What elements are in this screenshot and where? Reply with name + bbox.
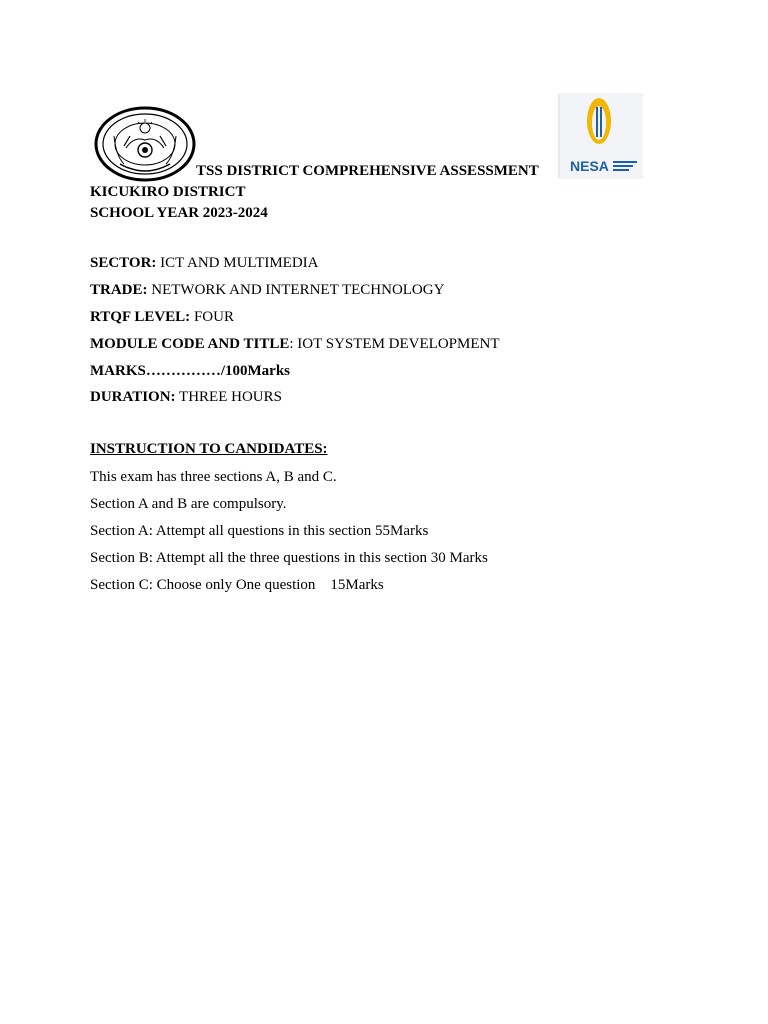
school-year: SCHOOL YEAR 2023-2024 <box>90 205 268 221</box>
duration-field <box>90 389 282 406</box>
nesa-logo-text: NESA <box>570 158 609 174</box>
duration-value: THREE HOURS <box>175 389 282 405</box>
assessment-title: TSS DISTRICT COMPREHENSIVE ASSESSMENT <box>196 163 539 179</box>
district-name: KICUKIRO DISTRICT <box>90 184 246 200</box>
trade-value: NETWORK AND INTERNET TECHNOLOGY <box>147 282 445 298</box>
trade-field <box>90 282 444 299</box>
instruction-line: Section C: Choose only One question 15Marks <box>90 577 384 593</box>
instruction-line: Section A and B are compulsory. <box>90 496 287 512</box>
rtqf-level-field <box>90 309 234 326</box>
sector-label: SECTOR: <box>90 255 157 271</box>
instruction-line: This exam has three sections A, B and C. <box>90 469 337 485</box>
marks-field <box>90 363 290 380</box>
module-value: : IOT SYSTEM DEVELOPMENT <box>289 336 500 352</box>
rtqf-level-value: FOUR <box>190 309 234 325</box>
module-field <box>90 336 499 353</box>
instruction-line: Section A: Attempt all questions in this section 55Marks <box>90 523 429 539</box>
coat-of-arms-seal-icon <box>94 106 196 182</box>
trade-label: TRADE: <box>90 282 148 298</box>
rtqf-level-label: RTQF LEVEL: <box>90 309 191 325</box>
sector-field <box>90 255 319 272</box>
marks-text: MARKS……………/100Marks <box>90 363 290 379</box>
instructions-heading: INSTRUCTION TO CANDIDATES: <box>90 441 328 457</box>
duration-label: DURATION: <box>90 389 176 405</box>
instruction-line: Section B: Attempt all the three questions in this section 30 Marks <box>90 550 488 566</box>
module-label: MODULE CODE AND TITLE <box>90 336 290 352</box>
sector-value: ICT AND MULTIMEDIA <box>156 255 319 271</box>
nesa-logo-icon <box>558 93 643 179</box>
